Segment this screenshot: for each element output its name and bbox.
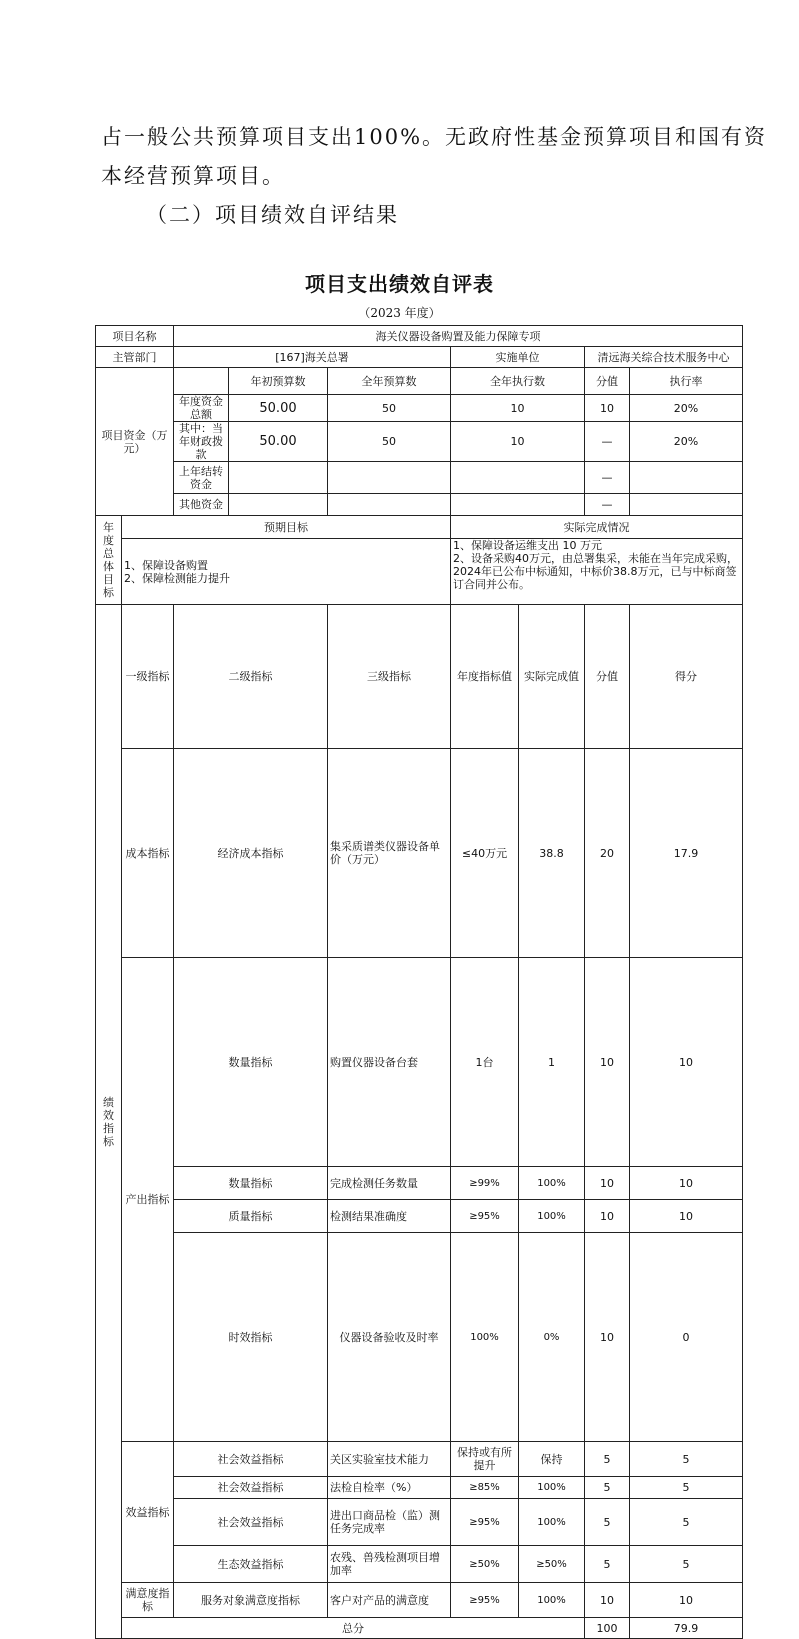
row-goals <box>96 539 743 605</box>
indicator-score: 10 <box>630 1583 743 1618</box>
actual-result-label: 实际完成情况 <box>451 516 743 539</box>
indicator-score: 0 <box>630 1233 743 1442</box>
indicator-row <box>96 1442 743 1477</box>
actual-result-item: 2、设备采购40万元，由总署集采，未能在当年完成采购，2024年已公布中标通知，中标价38.8万元，已与中标商签订合同并公布。 <box>453 552 738 591</box>
indicator-row <box>96 1477 743 1499</box>
funds-init <box>229 494 328 516</box>
project-name-label: 项目名称 <box>96 326 174 347</box>
indicator-row <box>96 749 743 958</box>
col-level3: 三级指标 <box>328 605 451 749</box>
indicator-row <box>96 1200 743 1233</box>
indicator-target: 保持或有所提升 <box>451 1442 519 1477</box>
expected-goal-item: 2、保障检测能力提升 <box>124 571 230 585</box>
indicator-row <box>96 1546 743 1583</box>
indicator-actual: 100% <box>519 1477 585 1499</box>
indicator-score-value: 5 <box>585 1477 630 1499</box>
indicator-l2: 时效指标 <box>174 1233 328 1442</box>
indicator-l2: 社会效益指标 <box>174 1477 328 1499</box>
funds-init: 50.00 <box>229 422 328 462</box>
funds-score-value: — <box>585 422 630 462</box>
unit-value: 清远海关综合技术服务中心 <box>585 347 743 368</box>
indicator-score: 10 <box>630 1200 743 1233</box>
funds-exec: 10 <box>451 395 585 422</box>
indicator-row <box>96 1499 743 1546</box>
row-department <box>96 347 743 368</box>
indicator-category: 效益指标 <box>122 1442 174 1583</box>
funds-full: 50 <box>328 422 451 462</box>
table-year: （2023 年度） <box>358 306 441 320</box>
indicator-l3: 仪器设备验收及时率 <box>328 1233 451 1442</box>
indicator-l2: 社会效益指标 <box>174 1499 328 1546</box>
funds-rate: 20% <box>630 395 743 422</box>
indicator-actual: 100% <box>519 1200 585 1233</box>
indicator-score: 5 <box>630 1477 743 1499</box>
table-title: 项目支出绩效自评表 <box>305 272 494 296</box>
indicator-actual: 100% <box>519 1499 585 1546</box>
indicator-row <box>96 1167 743 1200</box>
funds-score-value: 10 <box>585 395 630 422</box>
indicator-target: ≥85% <box>451 1477 519 1499</box>
col-ind-score-value: 分值 <box>585 605 630 749</box>
indicator-l3: 关区实验室技术能力 <box>328 1442 451 1477</box>
col-score-value: 分值 <box>585 368 630 395</box>
project-name: 海关仪器设备购置及能力保障专项 <box>174 326 743 347</box>
dept-label: 主管部门 <box>96 347 174 368</box>
total-score-value: 100 <box>585 1618 630 1639</box>
indicator-target: ≥95% <box>451 1200 519 1233</box>
col-level2: 二级指标 <box>174 605 328 749</box>
indicator-l2: 服务对象满意度指标 <box>174 1583 328 1618</box>
indicator-actual: ≥50% <box>519 1546 585 1583</box>
indicator-score-value: 10 <box>585 958 630 1167</box>
indicator-score-value: 5 <box>585 1546 630 1583</box>
indicator-l3: 进出口商品检（监）测任务完成率 <box>328 1499 451 1546</box>
indicator-target: 1台 <box>451 958 519 1167</box>
indicator-score: 5 <box>630 1442 743 1477</box>
funds-row-label: 其中：当年财政拨款 <box>174 422 229 462</box>
intro-line-1: 占一般公共预算项目支出100%。无政府性基金预算项目和国有资 <box>101 125 768 149</box>
funds-label: 项目资金（万元） <box>96 368 174 516</box>
row-project-name <box>96 326 743 347</box>
funds-full <box>328 462 451 494</box>
funds-init <box>229 462 328 494</box>
indicator-score: 10 <box>630 1167 743 1200</box>
indicator-l3: 购置仪器设备台套 <box>328 958 451 1167</box>
indicator-score-value: 5 <box>585 1442 630 1477</box>
row-indicators-header <box>96 605 743 749</box>
indicator-row <box>96 958 743 1167</box>
funds-row <box>96 462 743 494</box>
col-executed: 全年执行数 <box>451 368 585 395</box>
funds-exec: 10 <box>451 422 585 462</box>
row-goals-header <box>96 516 743 539</box>
funds-rate: 20% <box>630 422 743 462</box>
funds-full: 50 <box>328 395 451 422</box>
unit-label: 实施单位 <box>451 347 585 368</box>
funds-rate <box>630 494 743 516</box>
indicator-l2: 数量指标 <box>174 1167 328 1200</box>
indicator-score-value: 10 <box>585 1200 630 1233</box>
indicator-target: ≤40万元 <box>451 749 519 958</box>
total-label: 总分 <box>122 1618 585 1639</box>
total-score: 79.9 <box>630 1618 743 1639</box>
funds-score-value: — <box>585 462 630 494</box>
intro-line-2: 本经营预算项目。 <box>101 164 285 188</box>
indicator-l3: 检测结果准确度 <box>328 1200 451 1233</box>
col-full-budget: 全年预算数 <box>328 368 451 395</box>
indicator-actual: 1 <box>519 958 585 1167</box>
expected-goal-label: 预期目标 <box>122 516 451 539</box>
indicator-target: ≥99% <box>451 1167 519 1200</box>
indicator-score-value: 10 <box>585 1233 630 1442</box>
indicator-l2: 社会效益指标 <box>174 1442 328 1477</box>
actual-results <box>451 539 743 605</box>
indicator-l2: 经济成本指标 <box>174 749 328 958</box>
indicator-score-value: 20 <box>585 749 630 958</box>
indicator-row <box>96 1583 743 1618</box>
indicator-l2: 数量指标 <box>174 958 328 1167</box>
funds-row-label: 其他资金 <box>174 494 229 516</box>
indicator-actual: 100% <box>519 1583 585 1618</box>
col-level1: 一级指标 <box>122 605 174 749</box>
indicator-target: ≥95% <box>451 1499 519 1546</box>
indicator-score: 5 <box>630 1546 743 1583</box>
funds-row <box>96 395 743 422</box>
indicator-l2: 质量指标 <box>174 1200 328 1233</box>
section-heading: （二）项目绩效自评结果 <box>146 203 399 227</box>
indicator-actual: 100% <box>519 1167 585 1200</box>
indicator-score: 17.9 <box>630 749 743 958</box>
funds-row-label: 上年结转资金 <box>174 462 229 494</box>
indicator-target: 100% <box>451 1233 519 1442</box>
row-total <box>96 1618 743 1639</box>
funds-exec <box>451 494 585 516</box>
actual-result-item: 1、保障设备运维支出 10 万元 <box>453 539 602 552</box>
funds-score-value: — <box>585 494 630 516</box>
indicator-score-value: 10 <box>585 1167 630 1200</box>
indicator-l3: 法检自检率（%） <box>328 1477 451 1499</box>
indicator-score-value: 10 <box>585 1583 630 1618</box>
funds-row <box>96 494 743 516</box>
indicator-score-value: 5 <box>585 1499 630 1546</box>
indicator-category: 满意度指标 <box>122 1583 174 1618</box>
indicator-category: 成本指标 <box>122 749 174 958</box>
indicator-l3: 集采质谱类仪器设备单价（万元） <box>328 749 451 958</box>
funds-init: 50.00 <box>229 395 328 422</box>
funds-exec <box>451 462 585 494</box>
performance-evaluation-table <box>95 325 743 1639</box>
col-ind-score: 得分 <box>630 605 743 749</box>
expected-goal-item: 1、保障设备购置 <box>124 558 208 572</box>
funds-row <box>96 422 743 462</box>
indicator-score: 10 <box>630 958 743 1167</box>
indicator-l2: 生态效益指标 <box>174 1546 328 1583</box>
indicator-l3: 农残、兽残检测项目增加率 <box>328 1546 451 1583</box>
indicator-row <box>96 1233 743 1442</box>
indicator-target: ≥95% <box>451 1583 519 1618</box>
expected-goals <box>122 539 451 605</box>
annual-goal-label: 年度总体目标 <box>96 516 122 605</box>
col-actual: 实际完成值 <box>519 605 585 749</box>
row-funds-header <box>96 368 743 395</box>
indicator-category: 产出指标 <box>122 958 174 1442</box>
col-exec-rate: 执行率 <box>630 368 743 395</box>
indicator-actual: 38.8 <box>519 749 585 958</box>
indicator-actual: 保持 <box>519 1442 585 1477</box>
indicator-score: 5 <box>630 1499 743 1546</box>
col-initial-budget: 年初预算数 <box>229 368 328 395</box>
performance-indicators-label: 绩效指标 <box>96 605 122 1639</box>
funds-full <box>328 494 451 516</box>
funds-row-label: 年度资金总额 <box>174 395 229 422</box>
indicator-l3: 客户对产品的满意度 <box>328 1583 451 1618</box>
funds-rate <box>630 462 743 494</box>
indicator-l3: 完成检测任务数量 <box>328 1167 451 1200</box>
indicator-target: ≥50% <box>451 1546 519 1583</box>
col-target: 年度指标值 <box>451 605 519 749</box>
indicator-actual: 0% <box>519 1233 585 1442</box>
dept-value: [167]海关总署 <box>174 347 451 368</box>
